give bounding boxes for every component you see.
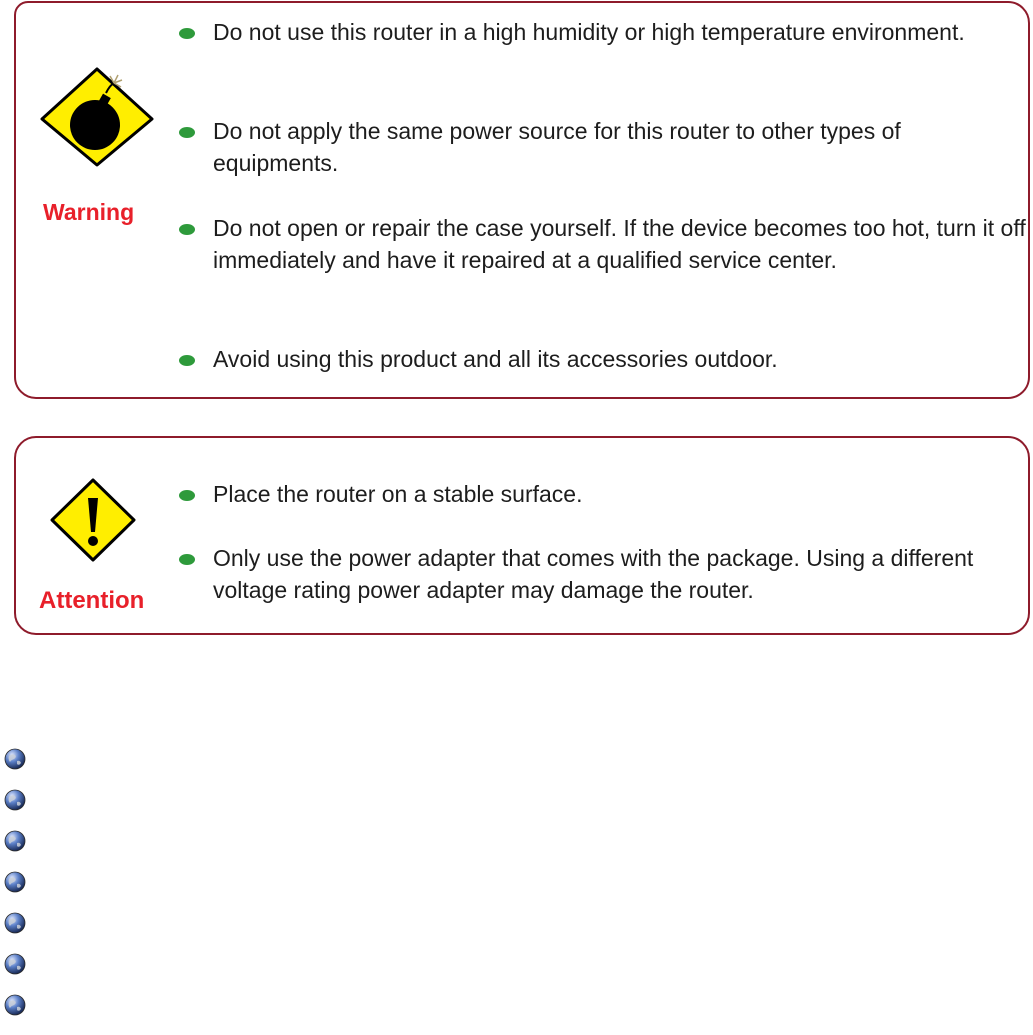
list-item xyxy=(4,912,26,953)
globe-icon xyxy=(4,830,26,852)
list-item xyxy=(4,871,26,912)
green-bullet-icon xyxy=(179,355,195,366)
green-bullet-icon xyxy=(179,490,195,501)
attention-label: Attention xyxy=(39,587,145,614)
warning-badge xyxy=(40,67,154,167)
globe-icon xyxy=(4,789,26,811)
attention-notice-box xyxy=(14,436,1030,635)
warning-label: Warning xyxy=(43,199,135,225)
globe-icon xyxy=(4,953,26,975)
attention-badge xyxy=(50,478,136,562)
list-item xyxy=(4,830,26,871)
list-item: Do not apply the same power source for this router to other types of equipments. xyxy=(179,115,1029,179)
list-item: Do not open or repair the case yourself. If the device becomes too hot, turn it off immediately and have it repaired at a qualified service center. xyxy=(179,212,1029,276)
green-bullet-icon xyxy=(179,224,195,235)
green-bullet-icon xyxy=(179,554,195,565)
list-item xyxy=(4,789,26,830)
list-item xyxy=(4,748,26,789)
globe-icon xyxy=(4,748,26,770)
list-item: Place the router on a stable surface. xyxy=(179,478,999,510)
globe-icon xyxy=(4,994,26,1016)
bomb-icon xyxy=(40,67,154,167)
globe-icon xyxy=(4,912,26,934)
list-item xyxy=(4,994,26,1035)
list-item: Only use the power adapter that comes with the package. Using a different voltage rating power adapter may damage the router. xyxy=(179,542,999,606)
globe-bullet-list xyxy=(4,748,26,1035)
list-item: Do not use this router in a high humidity or high temperature environment. xyxy=(179,16,999,48)
warning-notice-box xyxy=(14,1,1030,399)
list-item: Avoid using this product and all its accessories outdoor. xyxy=(179,343,999,375)
list-item xyxy=(4,953,26,994)
green-bullet-icon xyxy=(179,28,195,39)
globe-icon xyxy=(4,871,26,893)
green-bullet-icon xyxy=(179,127,195,138)
exclamation-icon xyxy=(50,478,136,562)
